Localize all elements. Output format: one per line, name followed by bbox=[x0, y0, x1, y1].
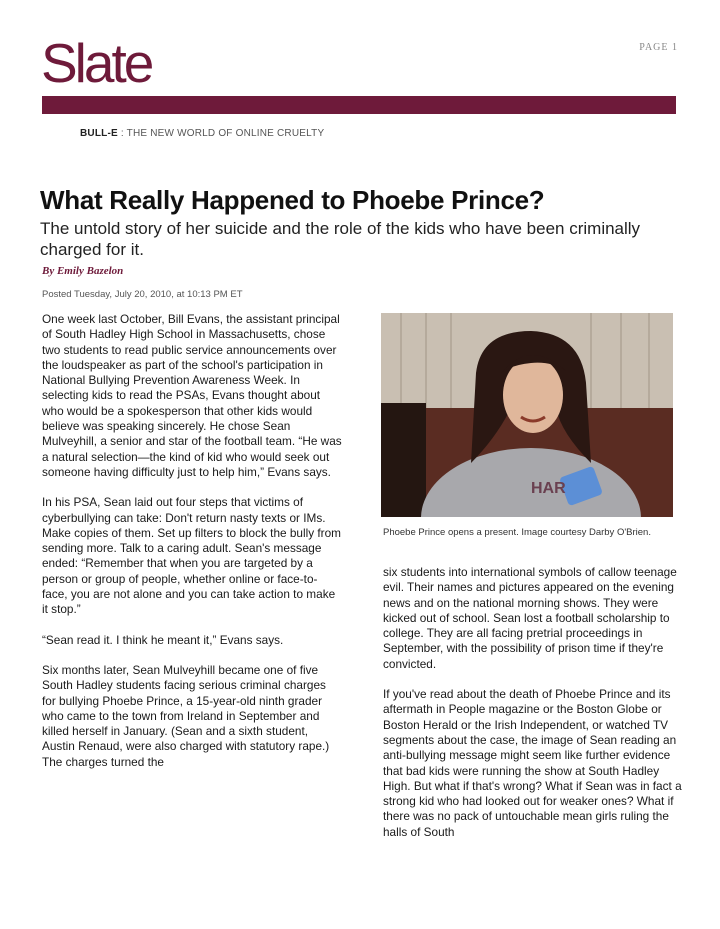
article-photo bbox=[381, 313, 673, 517]
body-paragraph: One week last October, Bill Evans, the assistant principal of South Hadley High School in Massachusetts, chose two students to read public service announcements over the loudspeaker as part of the school's participation in National Bullying Prevention Awareness Week. In selecting kids to read the PSAs, Evans thought about who would be a spokesperson that other kids would believe was speaking sincerely. He chose Sean Mulveyhill, a senior and star of the football team. “He was a natural selection—the kind of kid who would seek out someone having difficulty just to help him,” Evans says. bbox=[42, 312, 342, 479]
body-paragraph: six students into international symbols of callow teenage evil. Their names and pictures appeared on the evening news and on the national morning shows. They were kicked out of school. Sean lost a football scholarship to college. They are all facing pretrial proceedings in September, with the possibility of prison time if they're convicted. bbox=[383, 565, 677, 671]
article-column-right bbox=[383, 565, 683, 855]
body-paragraph: “Sean read it. I think he meant it,” Evans says. bbox=[42, 632, 284, 647]
body-paragraph: Six months later, Sean Mulveyhill became one of five South Hadley students facing serious criminal charges for bullying Phoebe Prince, a 15-year-old ninth grader who came to the town from Ireland in September and killed herself in January. (Sean and a sixth student, Austin Renaud, were also charged with statutory rape.) The charges turned the bbox=[42, 662, 330, 769]
headline: What Really Happened to Phoebe Prince? bbox=[40, 185, 545, 215]
svg-text:HAR: HAR bbox=[531, 480, 566, 497]
body-paragraph: In his PSA, Sean laid out four steps that victims of cyberbullying can take: Don't return nasty texts or IMs. Make copies of them. Set up filters to block the bully from sending more. Talk to a caring adult. Sean's message ended: “Remember that when you are targeted by a person or group of people, whether online or face-to-face, you are not alone and you can take action to make it stop.” bbox=[42, 495, 341, 617]
masthead-bar bbox=[42, 96, 676, 114]
series-label bbox=[80, 128, 324, 139]
series-title: THE NEW WORLD OF ONLINE CRUELTY bbox=[126, 128, 325, 139]
series-kicker: BULL-E bbox=[80, 128, 118, 139]
posted-date: Posted Tuesday, July 20, 2010, at 10:13 PM ET bbox=[42, 289, 243, 300]
photo-caption: Phoebe Prince opens a present. Image courtesy Darby O'Brien. bbox=[383, 527, 651, 538]
page-number: PAGE 1 bbox=[639, 42, 678, 53]
byline: By Emily Bazelon bbox=[42, 265, 124, 277]
series-separator: : bbox=[117, 128, 127, 139]
slate-logo: Slate bbox=[41, 32, 152, 94]
article-column-left bbox=[42, 312, 342, 785]
body-paragraph: If you've read about the death of Phoebe Prince and its aftermath in People magazine or the Boston Globe or Boston Herald or the Irish Independent, or watched TV segments about the case, the image of Sean reading an anti-bullying message might seem like further evidence that bad kids were running the show at South Hadley High. But what if that's wrong? What if Sean was in fact a strong kid who had looked out for weaker ones? What if there was no pack of untouchable mean girls ruling the halls of South bbox=[383, 687, 682, 839]
subheadline: The untold story of her suicide and the role of the kids who have been criminally charged for it. bbox=[40, 219, 641, 259]
